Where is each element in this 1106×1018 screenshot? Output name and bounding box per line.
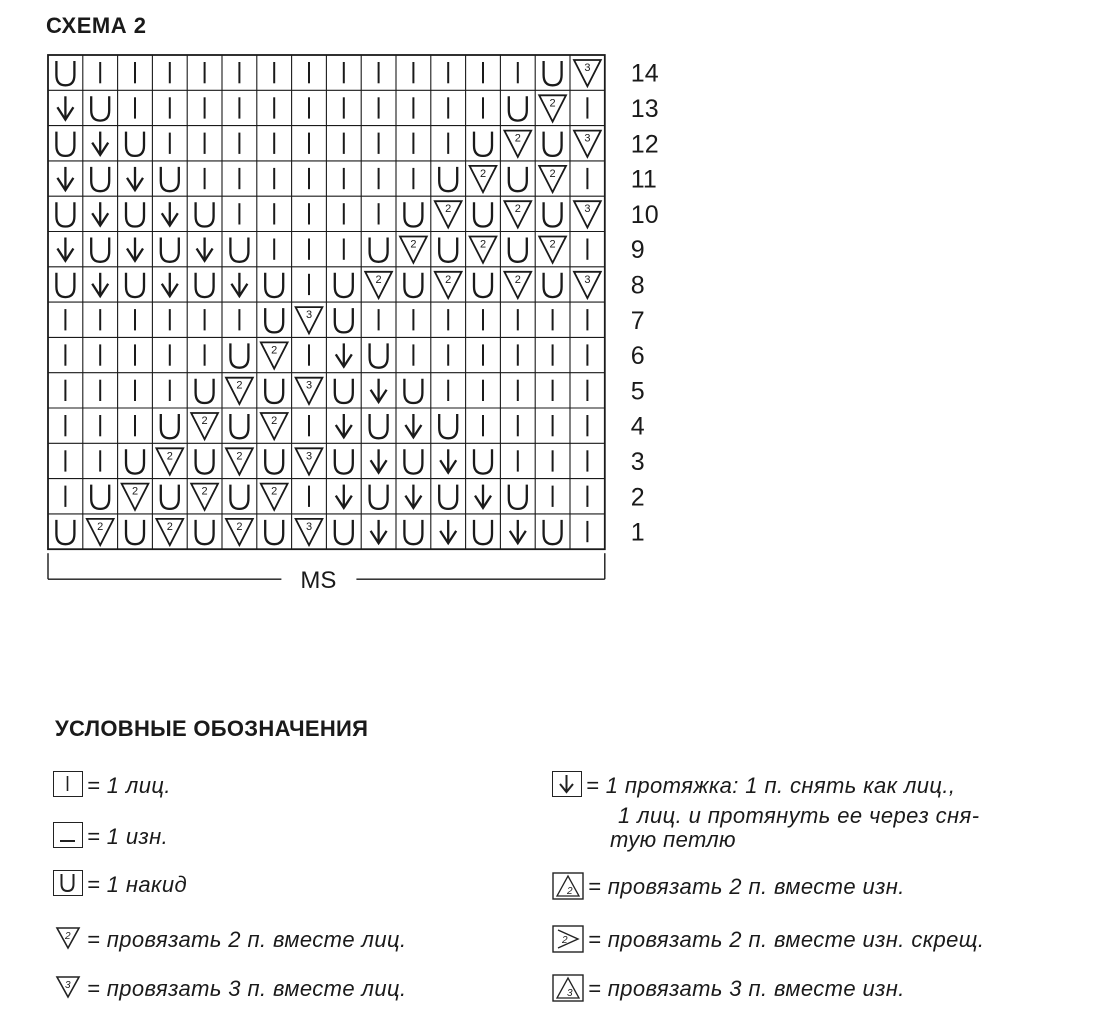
k2tog-icon <box>53 925 83 951</box>
yarn-over-symbol <box>370 414 388 438</box>
yarn-over-symbol <box>56 132 74 156</box>
decrease-count: 2 <box>236 379 243 392</box>
decrease-count: 3 <box>305 450 313 463</box>
yarn-over-symbol <box>509 167 527 191</box>
footer-label: MS <box>300 567 337 595</box>
svg-text:3: 3 <box>65 980 71 991</box>
svg-text:2: 2 <box>562 935 568 946</box>
yarn-over-symbol <box>474 520 492 544</box>
yarn-over-symbol <box>196 379 214 403</box>
yarn-over-symbol <box>335 308 353 332</box>
row-number: 10 <box>630 200 659 229</box>
yarn-over-symbol <box>544 61 562 85</box>
yarn-over-symbol <box>265 449 283 473</box>
yarn-over-symbol <box>196 449 214 473</box>
chart-title: СХЕМА 2 <box>46 13 147 38</box>
yarn-over-symbol <box>335 449 353 473</box>
decrease-count: 3 <box>584 132 591 145</box>
legend-text: = провязать 3 п. вместе лиц. <box>87 976 407 1001</box>
row-number: 5 <box>630 377 645 406</box>
yarn-over-symbol <box>126 202 144 226</box>
yarn-over-symbol <box>196 202 214 226</box>
p2tog-icon <box>552 872 584 898</box>
legend-item-p3tog <box>552 973 905 1005</box>
yarn-over-symbol <box>404 273 422 297</box>
yarn-over-symbol <box>56 202 74 226</box>
yarn-over-symbol <box>161 414 179 438</box>
yarn-over-symbol <box>509 96 527 120</box>
yarn-over-symbol <box>404 202 422 226</box>
yarn-over-symbol <box>265 379 283 403</box>
yarn-over-symbol <box>544 132 562 156</box>
yarn-over-symbol <box>335 520 353 544</box>
yarn-over-symbol <box>335 273 353 297</box>
decrease-count: 2 <box>271 485 278 498</box>
decrease-count: 2 <box>97 520 104 533</box>
yarn-over-symbol <box>544 202 562 226</box>
yarn-over-symbol <box>265 308 283 332</box>
decrease-count: 2 <box>445 273 452 286</box>
yarn-over-symbol <box>370 238 388 262</box>
row-number: 9 <box>630 236 645 265</box>
row-number: 13 <box>630 94 659 123</box>
decrease-count: 2 <box>445 203 452 216</box>
yarn-over-symbol <box>126 520 144 544</box>
skp-arrow-icon <box>552 771 582 797</box>
row-number: 8 <box>630 271 645 300</box>
legend-item-yarn-over <box>53 869 187 901</box>
decrease-count: 3 <box>305 309 313 322</box>
legend-line: = 1 протяжка: 1 п. снять как лиц., <box>586 773 956 798</box>
row-number: 2 <box>630 483 645 512</box>
yarn-over-symbol <box>439 167 457 191</box>
yarn-over-symbol <box>439 238 457 262</box>
yarn-over-symbol <box>404 520 422 544</box>
knitting-chart <box>0 0 700 610</box>
yarn-over-symbol <box>404 449 422 473</box>
legend-item-p2tog-tbl <box>552 924 984 956</box>
legend-text: = 1 лиц. <box>87 773 171 798</box>
decrease-count: 3 <box>584 273 591 286</box>
row-number: 6 <box>630 342 645 371</box>
legend-text <box>586 770 979 856</box>
yarn-over-symbol <box>230 414 248 438</box>
legend-item-skp <box>552 770 979 856</box>
yarn-over-symbol <box>439 414 457 438</box>
decrease-count: 2 <box>271 415 278 427</box>
yarn-over-symbol <box>509 238 527 262</box>
yarn-over-symbol <box>126 132 144 156</box>
yarn-over-symbol <box>91 485 109 509</box>
decrease-count: 3 <box>305 379 313 392</box>
legend-item-purl <box>53 821 168 853</box>
yarn-over-symbol <box>474 132 492 156</box>
legend-text: = провязать 2 п. вместе изн. <box>588 874 905 899</box>
legend-item-k3tog <box>53 973 406 1005</box>
legend-text: = 1 изн. <box>87 824 169 849</box>
yarn-over-symbol <box>230 485 248 509</box>
decrease-count: 3 <box>584 62 591 74</box>
row-number: 1 <box>630 518 645 547</box>
decrease-count: 2 <box>479 238 487 251</box>
yarn-over-symbol <box>370 485 388 509</box>
yarn-over-symbol <box>265 520 283 544</box>
svg-text:2: 2 <box>65 931 71 942</box>
yarn-over-symbol <box>265 273 283 297</box>
yarn-over-symbol <box>509 485 527 509</box>
decrease-count: 2 <box>549 238 556 251</box>
yarn-over-symbol <box>91 167 109 191</box>
decrease-count: 2 <box>549 167 556 180</box>
yarn-over-symbol <box>161 167 179 191</box>
yarn-over-symbol <box>196 520 214 544</box>
row-number: 3 <box>630 447 645 476</box>
decrease-count: 2 <box>549 97 556 110</box>
yarn-over-symbol <box>370 343 388 367</box>
legend-item-knit <box>53 770 171 802</box>
yarn-over-symbol <box>544 520 562 544</box>
yarn-over-symbol <box>91 96 109 120</box>
legend-line: 1 лиц. и протянуть ее через сня- <box>618 803 980 828</box>
yarn-over-symbol <box>56 61 74 85</box>
decrease-count: 2 <box>514 273 521 286</box>
yarn-over-symbol <box>56 520 74 544</box>
legend-text: = провязать 2 п. вместе лиц. <box>87 927 407 952</box>
row-number: 14 <box>630 59 659 88</box>
yarn-over-symbol <box>404 379 422 403</box>
legend-text: = провязать 3 п. вместе изн. <box>588 976 905 1001</box>
purl-symbol-icon <box>53 822 83 848</box>
legend-text: = провязать 2 п. вместе изн. скрещ. <box>588 927 985 952</box>
yarn-over-symbol <box>474 449 492 473</box>
yarn-over-symbol <box>91 238 109 262</box>
yarn-over-symbol <box>161 485 179 509</box>
legend-title: УСЛОВНЫЕ ОБОЗНАЧЕНИЯ <box>55 716 369 741</box>
row-number: 12 <box>630 130 659 159</box>
svg-text:3: 3 <box>567 988 573 999</box>
yarn-over-symbol <box>335 379 353 403</box>
decrease-count: 2 <box>410 238 417 251</box>
legend-item-p2tog <box>552 871 905 903</box>
decrease-count: 2 <box>479 167 487 180</box>
row-number: 4 <box>630 412 645 441</box>
decrease-count: 3 <box>584 203 591 216</box>
legend-text: = 1 накид <box>87 872 188 897</box>
k3tog-icon <box>53 974 83 1000</box>
yarn-over-symbol <box>161 238 179 262</box>
decrease-count: 2 <box>236 520 243 533</box>
yarn-over-symbol <box>544 273 562 297</box>
knit-symbol-icon <box>53 771 83 797</box>
decrease-count: 2 <box>236 450 243 463</box>
p2tog-tbl-icon <box>552 925 584 951</box>
yarn-over-symbol <box>474 273 492 297</box>
decrease-count: 2 <box>201 485 208 498</box>
yarn-over-symbol <box>126 273 144 297</box>
row-number: 11 <box>630 165 657 194</box>
decrease-count: 2 <box>166 520 173 533</box>
yarn-over-symbol <box>230 238 248 262</box>
decrease-count: 3 <box>305 520 313 533</box>
decrease-count: 2 <box>201 415 208 427</box>
yarn-over-symbol <box>439 485 457 509</box>
decrease-count: 2 <box>514 132 521 145</box>
decrease-count: 2 <box>166 450 173 463</box>
svg-text:2: 2 <box>567 886 573 897</box>
yarn-over-symbol <box>230 343 248 367</box>
row-number: 7 <box>630 306 645 335</box>
decrease-count: 2 <box>514 203 521 216</box>
decrease-count: 2 <box>271 344 278 357</box>
legend-item-k2tog <box>53 924 406 956</box>
yarn-over-symbol <box>126 449 144 473</box>
legend-line: тую петлю <box>610 827 736 852</box>
yarn-over-symbol <box>56 273 74 297</box>
p3tog-icon <box>552 974 584 1000</box>
yarn-over-symbol <box>474 202 492 226</box>
decrease-count: 2 <box>375 273 382 286</box>
yarn-over-icon <box>53 870 83 896</box>
yarn-over-symbol <box>196 273 214 297</box>
decrease-count: 2 <box>131 485 139 498</box>
